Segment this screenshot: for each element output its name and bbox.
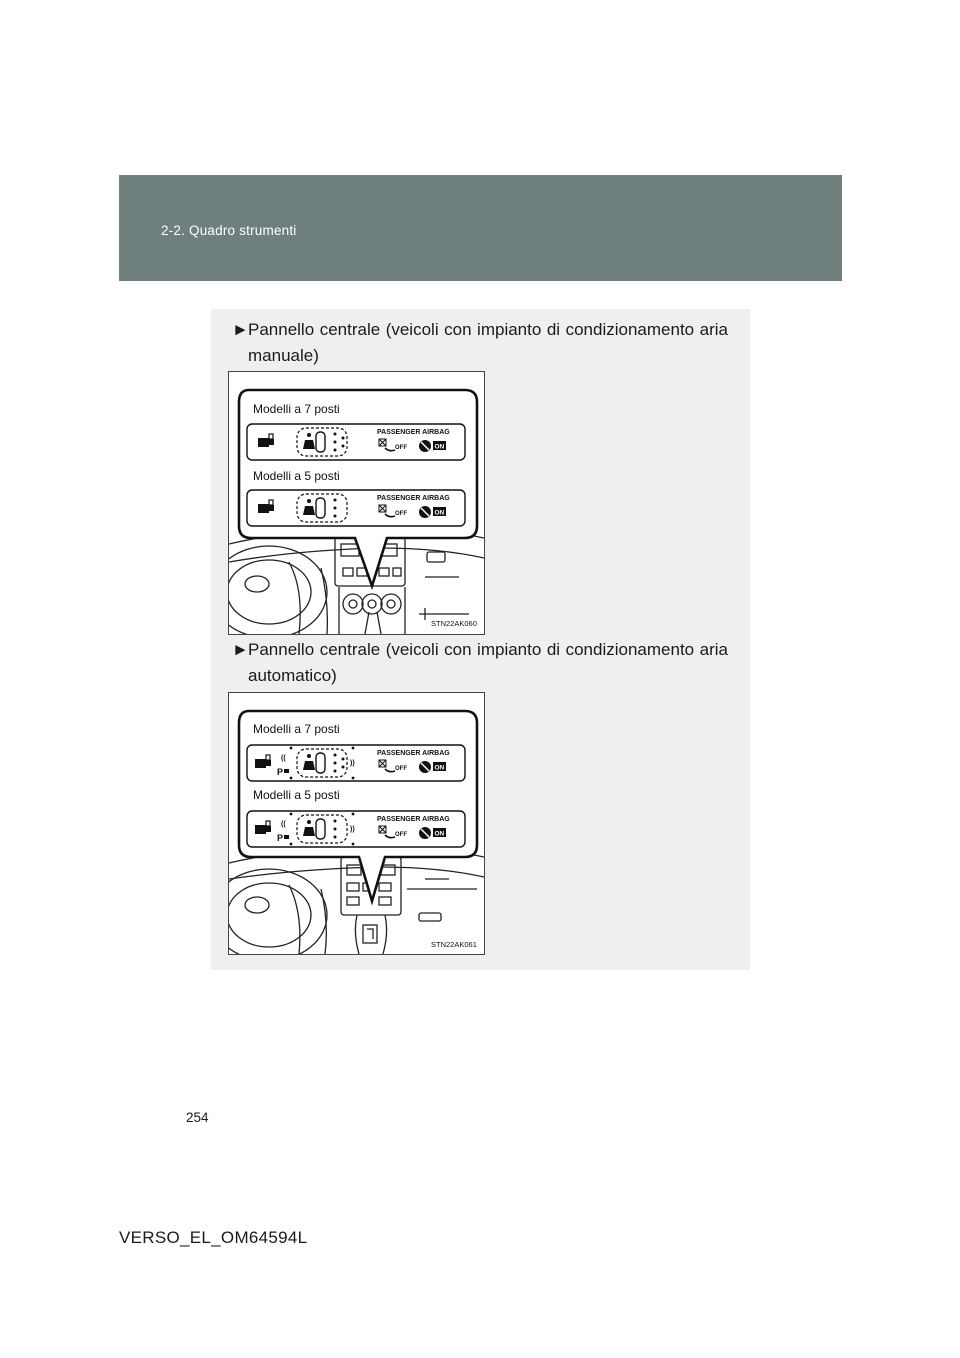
switch-panel-7-seats [247,424,465,460]
header-band [119,175,842,281]
sensor-wave-icon: )) [350,826,355,833]
sensor-wave-icon: )) [350,760,355,767]
on-text: ON [434,764,445,772]
on-text: ON [434,443,445,451]
passenger-airbag-label: PASSENGER AIRBAG [377,816,450,823]
page-number: 254 [186,1110,209,1125]
passenger-airbag-label: PASSENGER AIRBAG [377,495,450,502]
caption-manual-ac [232,317,728,369]
caption-automatic-ac [232,637,728,689]
panel-label-5-seats: Modelli a 5 posti [253,788,340,802]
section-title: 2-2. Quadro strumenti [161,223,297,238]
svg-text:P: P [277,833,284,843]
passenger-airbag-label: PASSENGER AIRBAG [377,429,450,436]
dashboard-sketch [229,847,484,954]
callout-bubble [239,711,477,901]
caption-text: Pannello centrale (veicoli con impianto di condizionamento aria manuale) [248,320,728,365]
bullet-triangle-icon: ► [232,640,249,659]
bullet-triangle-icon: ► [232,320,249,339]
panel-label-5-seats: Modelli a 5 posti [253,469,340,483]
switch-panel-5-seats [247,811,465,847]
off-text: OFF [395,511,407,517]
center-panel-illustration [229,693,484,954]
illustration-manual-ac [228,371,485,635]
illustration-code: STN22AK060 [431,619,477,628]
on-text: ON [434,830,445,838]
off-text: OFF [395,832,407,838]
svg-text:P: P [277,767,284,777]
content-box [211,309,750,970]
off-text: OFF [395,445,407,451]
illustration-automatic-ac [228,692,485,955]
document-code: VERSO_EL_OM64594L [119,1228,308,1247]
caption-text: Pannello centrale (veicoli con impianto di condizionamento aria automatico) [248,640,728,685]
panel-label-7-seats: Modelli a 7 posti [253,722,340,736]
svg-text:((: (( [281,755,286,762]
panel-label-7-seats: Modelli a 7 posti [253,402,340,416]
passenger-airbag-label: PASSENGER AIRBAG [377,750,450,757]
on-text: ON [434,509,445,517]
switch-panel-7-seats [247,745,465,781]
center-panel-illustration [229,372,484,634]
off-text: OFF [395,766,407,772]
switch-panel-5-seats [247,490,465,526]
svg-text:((: (( [281,821,286,828]
illustration-code: STN22AK061 [431,940,477,949]
